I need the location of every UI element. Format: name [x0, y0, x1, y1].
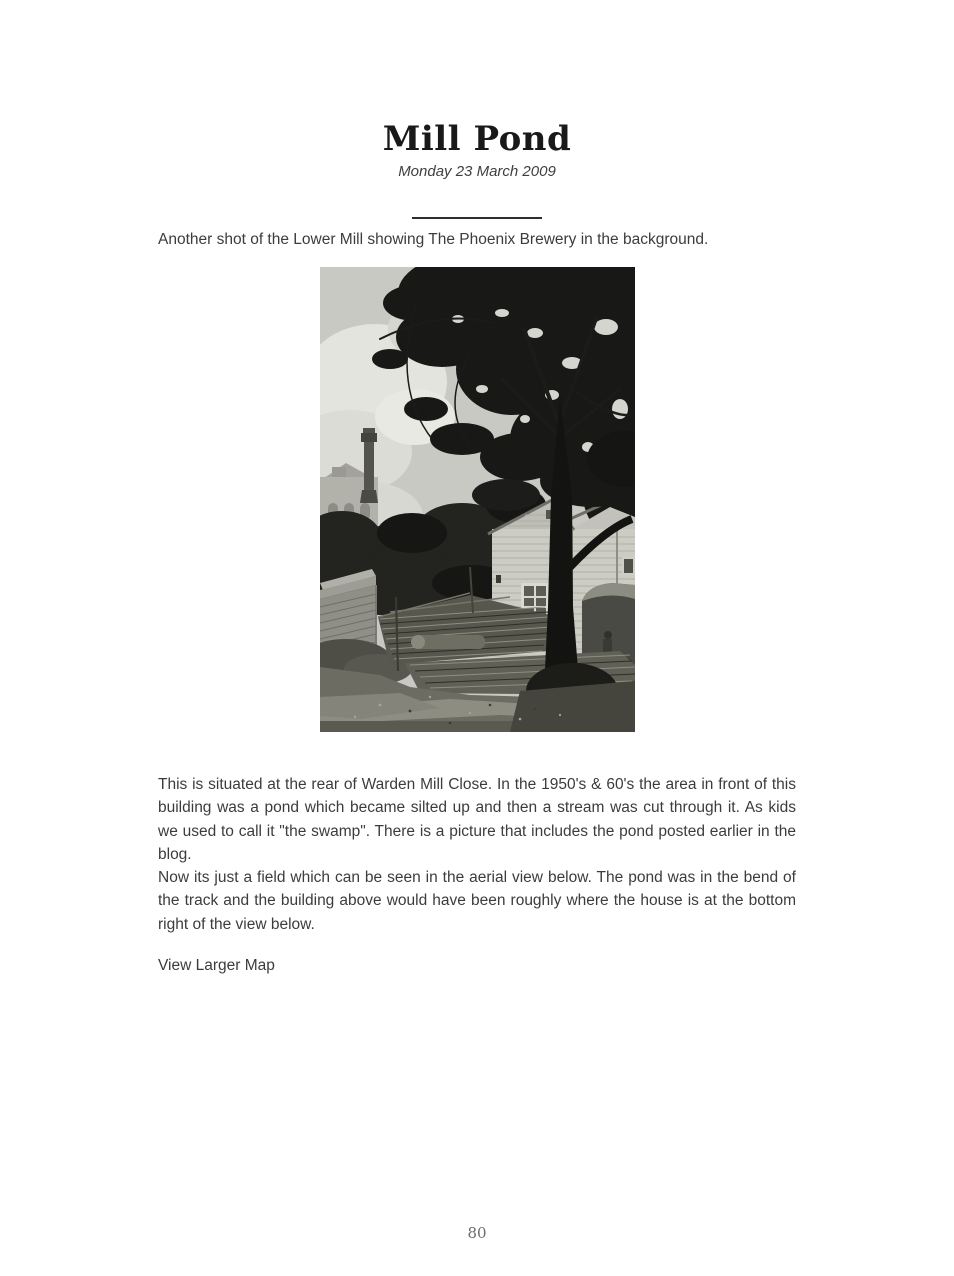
intro-text: Another shot of the Lower Mill showing The Phoenix Brewery in the background. [158, 231, 709, 248]
page-title: Mill Pond [382, 119, 572, 159]
mill-photograph-art [320, 267, 635, 732]
paragraph-2: Now its just a field which can be seen in the aerial view below. The pond was in the bend of the track and the building above would have been roughly where the house is at the bottom right of the view below. [158, 869, 796, 933]
view-larger-map-link[interactable]: View Larger Map [158, 957, 275, 974]
paragraph-1: This is situated at the rear of Warden Mill Close. In the 1950's & 60's the area in front of this building was a pond which became silted up and then a stream was cut through it. As kids we used to call it "the swamp". There is a picture that includes the pond posted earlier in the blog. [158, 776, 796, 863]
post-date: Monday 23 March 2009 [398, 163, 556, 180]
post-body [158, 773, 796, 936]
mill-photograph [320, 267, 635, 732]
section-divider [412, 217, 542, 219]
page-number: 80 [467, 1224, 487, 1242]
